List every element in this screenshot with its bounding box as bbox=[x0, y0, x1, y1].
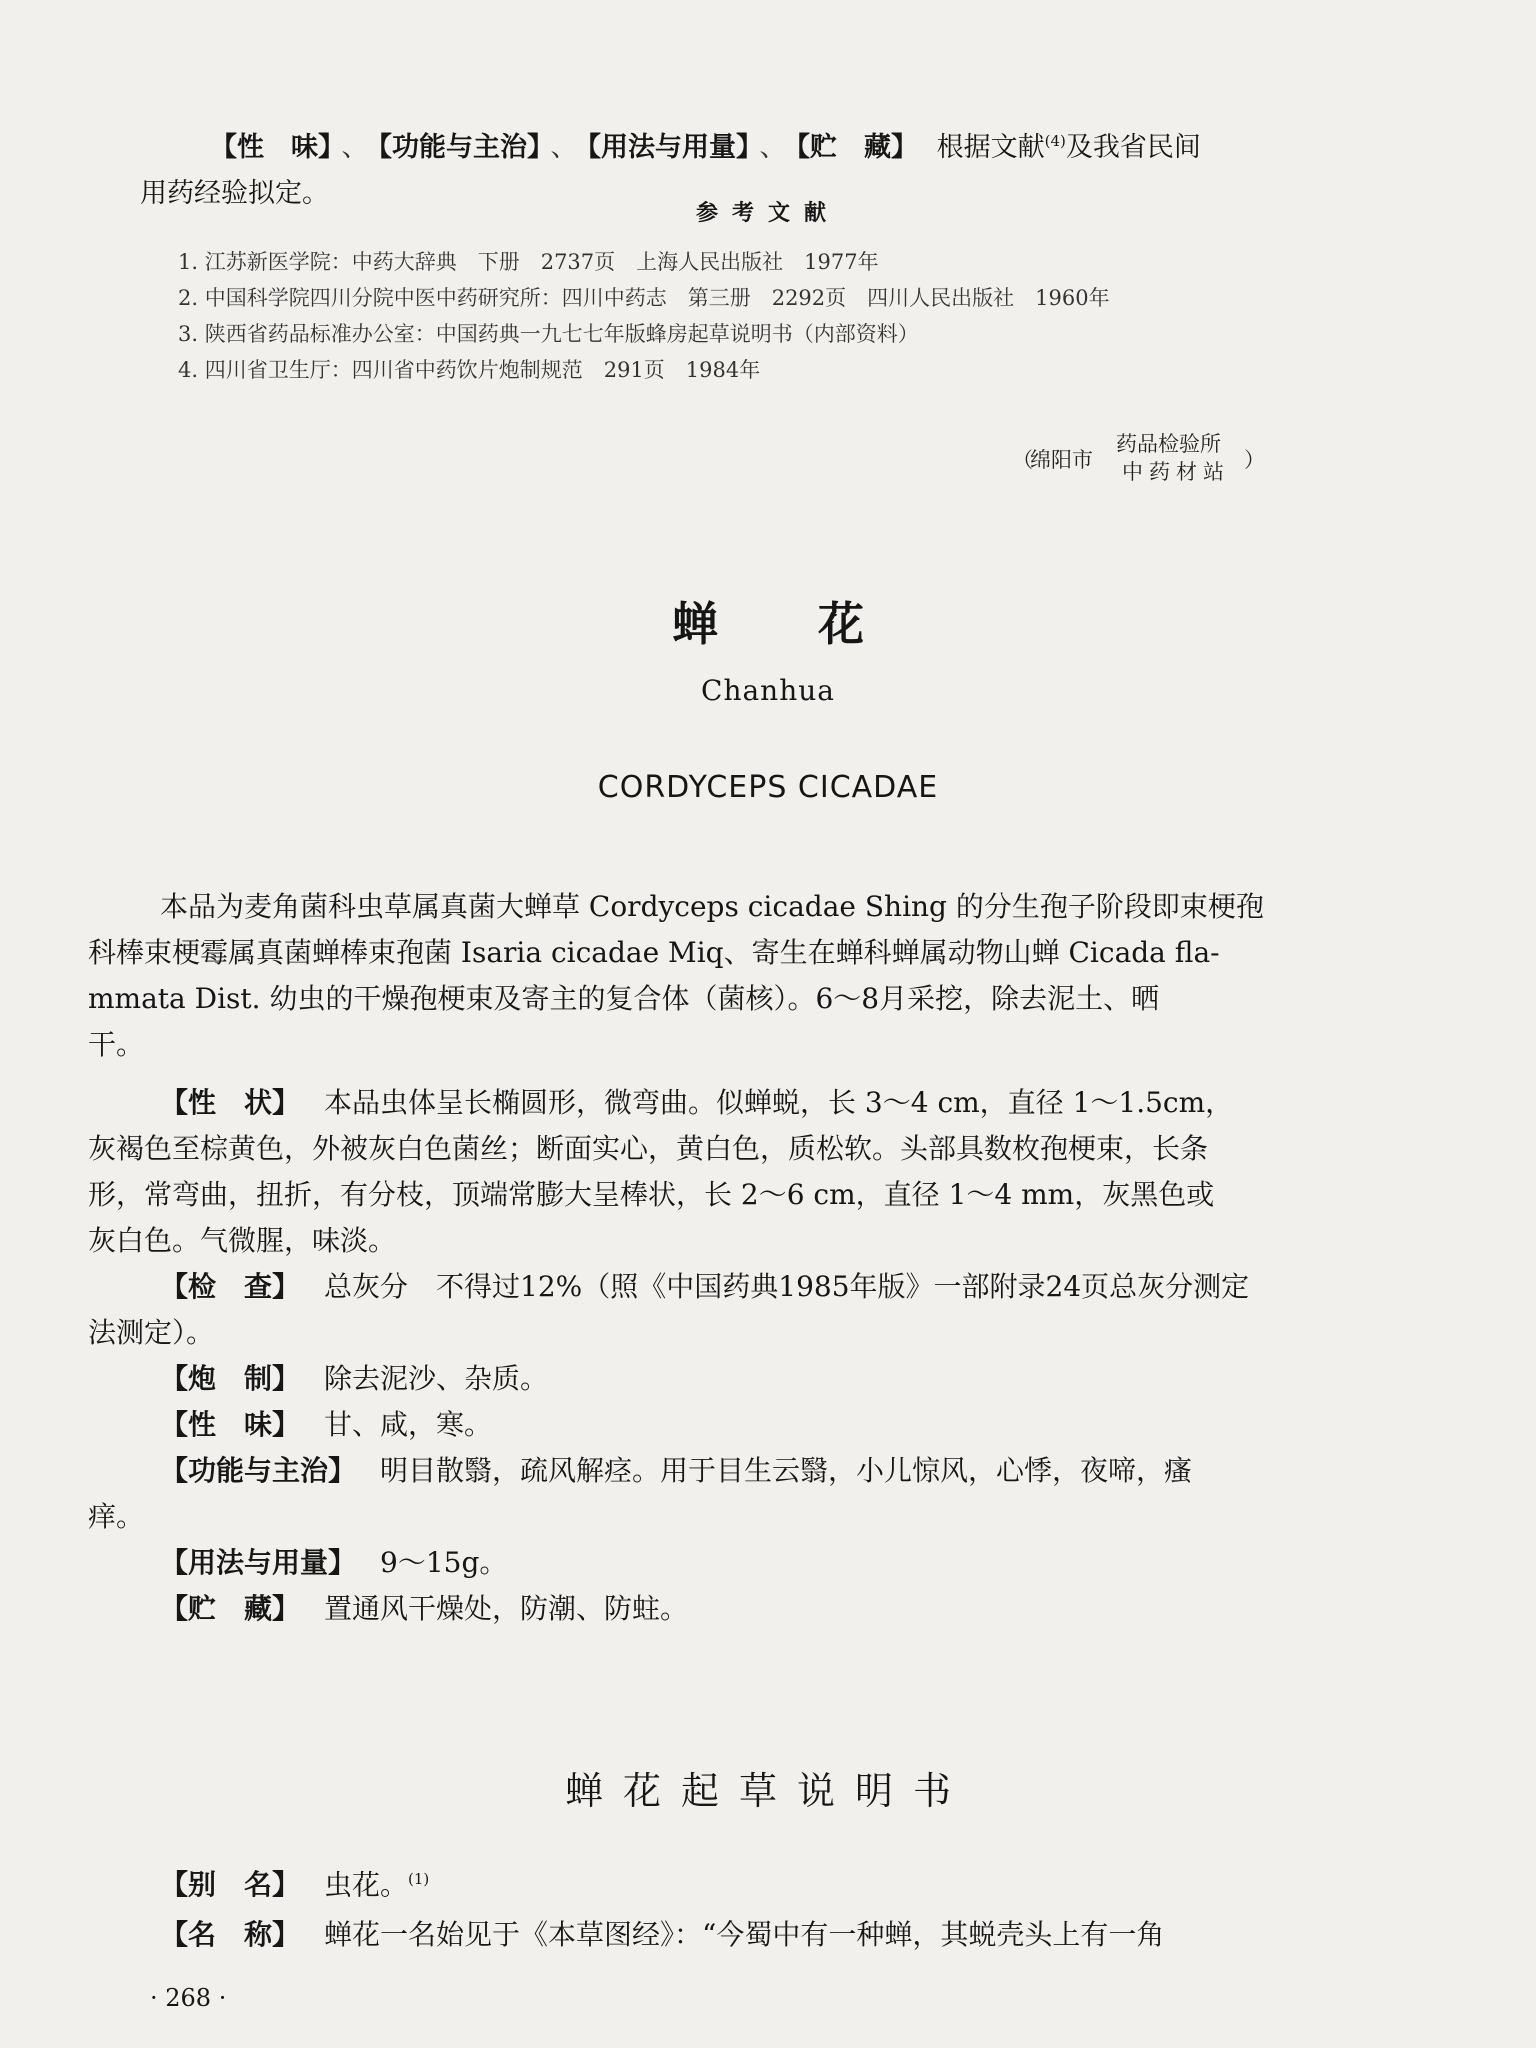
intro-tag: 【贮 藏】 bbox=[796, 132, 918, 163]
section-tag: 【贮 藏】 bbox=[160, 1592, 301, 1625]
section-text: 痒。 bbox=[88, 1500, 145, 1533]
author-attribution bbox=[1012, 428, 1302, 498]
draft-notes bbox=[160, 1854, 1360, 1960]
attribution-org-2: 中药材站 bbox=[1122, 460, 1230, 484]
section-text: 灰白色。气微腥，味淡。 bbox=[88, 1224, 397, 1257]
section-text: 除去泥沙、杂质。 bbox=[324, 1362, 549, 1395]
intro-line-1 bbox=[140, 118, 1390, 171]
references-title: 参考文献 bbox=[695, 201, 840, 226]
section-tag: 【性 味】 bbox=[160, 1408, 301, 1441]
name-tag: 【名 称】 bbox=[160, 1918, 301, 1952]
attribution-org-1: 药品检验所 bbox=[1116, 432, 1221, 456]
intro-text: 根据文献 bbox=[936, 132, 1045, 163]
attribution-close: ） bbox=[1244, 448, 1265, 472]
description-line: 科棒束梗霉属真菌蝉棒束孢菌 Isaria cicadae Miq、寄生在蝉科蝉属动物山蝉 Cicada fla- bbox=[88, 936, 1220, 969]
description-line: 本品为麦角菌科虫草属真菌大蝉草 Cordyceps cicadae Shing 的分生孢子阶段即束梗孢 bbox=[160, 890, 1264, 923]
section-text: 9～15g。 bbox=[380, 1546, 508, 1579]
intro-tag: 【用法与用量】 bbox=[587, 132, 750, 163]
monograph-description bbox=[88, 884, 1388, 1068]
section-tag: 【检 查】 bbox=[160, 1270, 301, 1303]
section-tag: 【性 状】 bbox=[160, 1086, 301, 1119]
section-text: 甘、咸，寒。 bbox=[324, 1408, 493, 1441]
references-list bbox=[178, 244, 1378, 388]
alias-ref: (1) bbox=[408, 1870, 430, 1888]
attribution-open: （ bbox=[1012, 448, 1033, 472]
description-line: 干。 bbox=[88, 1028, 145, 1061]
alias-text: 虫花。 bbox=[324, 1868, 409, 1902]
section-text: 本品虫体呈长椭圆形，微弯曲。似蝉蜕，长 3～4 cm，直径 1～1.5cm， bbox=[324, 1086, 1234, 1119]
reference-item: 1. 江苏新医学院：中药大辞典 下册 2737页 上海人民出版社 1977年 bbox=[178, 250, 879, 274]
section-tag: 【功能与主治】 bbox=[160, 1454, 357, 1487]
intro-separator: 、 bbox=[759, 132, 787, 163]
intro-tag: 【功能与主治】 bbox=[378, 132, 541, 163]
section-property-flavor bbox=[88, 1402, 1388, 1448]
attribution-city: 绵阳市 bbox=[1030, 448, 1093, 472]
reference-item: 2. 中国科学院四川分院中医中药研究所：四川中药志 第三册 2292页 四川人民出版社 1960年 bbox=[178, 286, 1110, 310]
section-tag: 【炮 制】 bbox=[160, 1362, 301, 1395]
section-text: 置通风干燥处，防潮、防蛀。 bbox=[324, 1592, 689, 1625]
section-actions-indications bbox=[88, 1448, 1388, 1540]
alias-tag: 【别 名】 bbox=[160, 1868, 301, 1902]
monograph-latin-name: CORDYCEPS CICADAE bbox=[597, 770, 939, 805]
intro-separator: 、 bbox=[550, 132, 578, 163]
intro-text: 及我省民间 bbox=[1065, 132, 1201, 163]
section-examination bbox=[88, 1264, 1388, 1356]
monograph-sections bbox=[88, 1080, 1388, 1632]
section-storage bbox=[88, 1586, 1388, 1632]
section-text: 形，常弯曲，扭折，有分枝，顶端常膨大呈棒状，长 2～6 cm，直径 1～4 mm，灰黑色或 bbox=[88, 1178, 1215, 1211]
intro-tag: 【性 味】 bbox=[210, 132, 332, 163]
page-number: · 268 · bbox=[150, 1984, 227, 2012]
monograph-pinyin: Chanhua bbox=[701, 674, 835, 707]
section-text: 总灰分 不得过12%（照《中国药典1985年版》一部附录24页总灰分测定 bbox=[324, 1270, 1250, 1303]
section-text: 灰褐色至棕黄色，外被灰白色菌丝；断面实心，黄白色，质松软。头部具数枚孢梗束，长条 bbox=[88, 1132, 1209, 1165]
reference-item: 4. 四川省卫生厅：四川省中药饮片炮制规范 291页 1984年 bbox=[178, 358, 761, 382]
section-tag: 【用法与用量】 bbox=[160, 1546, 357, 1579]
draft-notes-title: 蝉花起草说明书 bbox=[564, 1769, 971, 1813]
intro-ref: (4) bbox=[1044, 132, 1066, 150]
section-text: 法测定）。 bbox=[88, 1316, 215, 1349]
section-dosage bbox=[88, 1540, 1388, 1586]
intro-separator: 、 bbox=[341, 132, 369, 163]
section-text: 明目散翳，疏风解痉。用于目生云翳，小儿惊风，心悸，夜啼，瘙 bbox=[380, 1454, 1193, 1487]
section-processing bbox=[88, 1356, 1388, 1402]
monograph-title: 蝉花 bbox=[672, 597, 964, 651]
intro-line-2: 用药经验拟定。 bbox=[140, 178, 329, 209]
name-text: 蝉花一名始见于《本草图经》：“今蜀中有一种蝉，其蜕壳头上有一角 bbox=[324, 1918, 1165, 1952]
reference-item: 3. 陕西省药品标准办公室：中国药典一九七七年版蜂房起草说明书（内部资料） bbox=[178, 322, 919, 346]
section-characters bbox=[88, 1080, 1388, 1264]
description-line: mmata Dist. 幼虫的干燥孢梗束及寄主的复合体（菌核）。6～8月采挖，除去泥土、晒 bbox=[88, 982, 1160, 1015]
